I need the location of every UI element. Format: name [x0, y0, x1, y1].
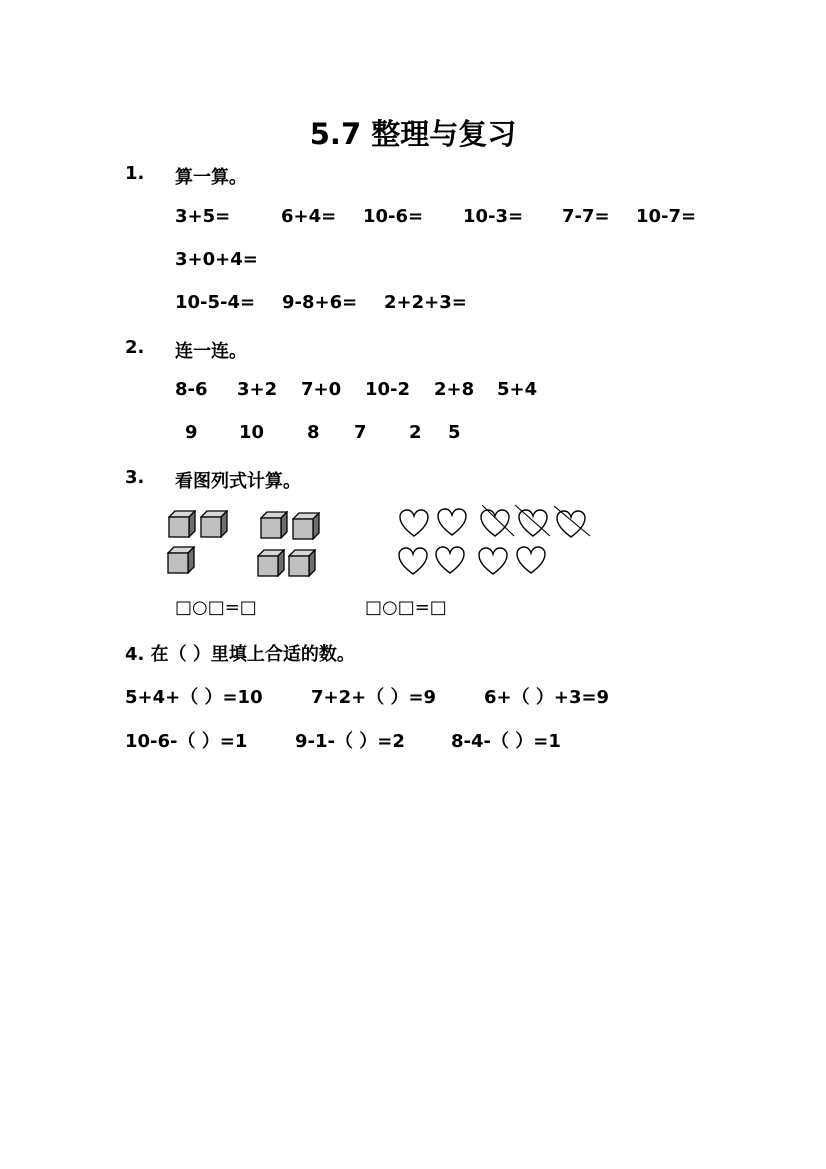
q4-item: 10-6-（ ）=1 [125, 731, 248, 752]
heart-icon [399, 509, 429, 539]
heart-icon [437, 508, 467, 538]
q2-bottom-item: 9 [185, 422, 198, 443]
q1-item: 9-8+6= [282, 292, 358, 313]
cube-icon [257, 549, 285, 577]
q2-top-item: 5+4 [497, 379, 538, 400]
q4-item: 6+（ ）+3=9 [484, 687, 610, 708]
q4-item: 5+4+（ ）=10 [125, 687, 263, 708]
q2-bottom-item: 8 [307, 422, 320, 443]
q1-item: 6+4= [281, 206, 337, 227]
q2-top-item: 3+2 [237, 379, 278, 400]
q1-item: 10-5-4= [175, 292, 256, 313]
q3-number: 3. [125, 467, 145, 488]
q2-top-item: 7+0 [301, 379, 342, 400]
q2-bottom-item: 10 [239, 422, 265, 443]
q2-top-item: 10-2 [365, 379, 411, 400]
q4-label: 4. 在（ ）里填上合适的数。 [125, 644, 355, 665]
cube-icon [168, 510, 196, 538]
q1-item: 3+0+4= [175, 249, 258, 270]
q1-item: 10-7= [636, 206, 697, 227]
cross-lines [470, 500, 600, 542]
q2-number: 2. [125, 337, 145, 358]
cube-icon [288, 549, 316, 577]
q2-top-item: 8-6 [175, 379, 208, 400]
q2-label: 连一连。 [175, 341, 247, 362]
q3-formula-right: □○□=□ [365, 597, 447, 618]
q4-item: 9-1-（ ）=2 [295, 731, 405, 752]
q1-item: 10-6= [363, 206, 424, 227]
q1-item: 2+2+3= [384, 292, 467, 313]
q4-item: 8-4-（ ）=1 [451, 731, 561, 752]
q2-bottom-item: 5 [448, 422, 461, 443]
heart-icon [478, 547, 508, 577]
q1-item: 7-7= [562, 206, 610, 227]
page-title: 5.7 整理与复习 [309, 117, 517, 151]
cube-icon [260, 511, 288, 539]
cube-icon [292, 512, 320, 540]
q2-top-item: 2+8 [434, 379, 475, 400]
q2-bottom-item: 7 [354, 422, 367, 443]
q3-formula-left: □○□=□ [175, 597, 257, 618]
q4-item: 7+2+（ ）=9 [311, 687, 437, 708]
q1-item: 3+5= [175, 206, 231, 227]
q3-label: 看图列式计算。 [175, 471, 301, 492]
cube-icon [200, 510, 228, 538]
q1-number: 1. [125, 163, 145, 184]
heart-icon [435, 546, 465, 576]
q1-label: 算一算。 [175, 167, 247, 188]
cube-icon [167, 546, 195, 574]
q2-bottom-item: 2 [409, 422, 422, 443]
q1-item: 10-3= [463, 206, 524, 227]
heart-icon [516, 546, 546, 576]
heart-icon [398, 547, 428, 577]
